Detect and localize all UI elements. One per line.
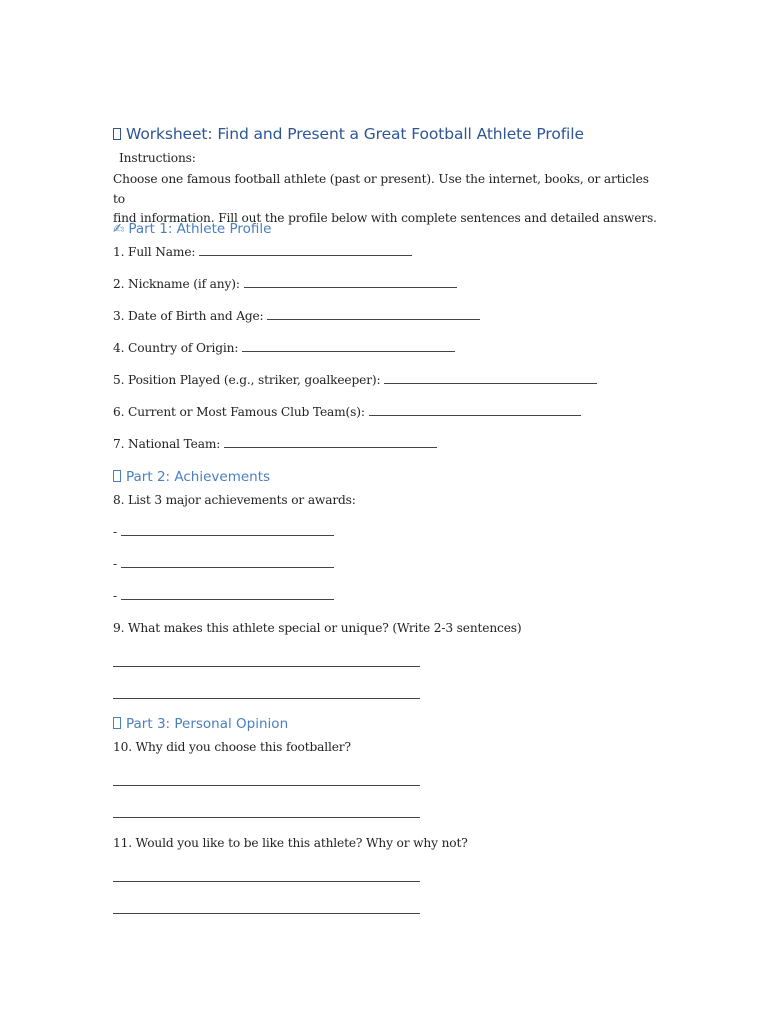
question-9: 9. What makes this athlete special or unique? (Write 2-3 sentences) <box>113 621 522 635</box>
part-2-heading <box>113 469 270 485</box>
worksheet-title-text: Worksheet: Find and Present a Great Football Athlete Profile <box>126 125 584 143</box>
part-1-heading <box>113 221 271 237</box>
missing-glyph-icon <box>113 128 121 140</box>
missing-glyph-icon <box>113 717 121 729</box>
bullet-dash: - <box>113 557 117 571</box>
date-of-birth-answer-line[interactable] <box>267 309 480 320</box>
part-3-heading <box>113 716 288 732</box>
achievement-3 <box>113 589 334 603</box>
bullet-dash: - <box>113 525 117 539</box>
question-9-answer-line-2[interactable] <box>113 698 420 699</box>
pencil-icon: ✍ <box>113 221 125 237</box>
question-11-answer-line-1[interactable] <box>113 881 420 882</box>
bullet-dash: - <box>113 589 117 603</box>
question-8: 8. List 3 major achievements or awards: <box>113 493 356 507</box>
achievement-1 <box>113 525 334 539</box>
worksheet-title <box>113 125 584 143</box>
instructions-line-1: Choose one famous football athlete (past or present). Use the internet, books, or articles to <box>113 172 649 206</box>
question-6-label: 6. Current or Most Famous Club Team(s): <box>113 405 365 419</box>
full-name-answer-line[interactable] <box>199 245 412 256</box>
national-team-answer-line[interactable] <box>224 437 437 448</box>
part-1-heading-text: Part 1: Athlete Profile <box>128 221 272 237</box>
question-2-label: 2. Nickname (if any): <box>113 277 240 291</box>
question-9-answer-line-1[interactable] <box>113 666 420 667</box>
instructions-line-2: find information. Fill out the profile below with complete sentences and detailed answers. <box>113 211 657 225</box>
question-10-answer-line-1[interactable] <box>113 785 420 786</box>
question-11: 11. Would you like to be like this athlete? Why or why not? <box>113 836 468 850</box>
achievement-2 <box>113 557 334 571</box>
question-7 <box>113 437 437 451</box>
question-2 <box>113 277 457 291</box>
question-4-label: 4. Country of Origin: <box>113 341 239 355</box>
position-answer-line[interactable] <box>384 373 597 384</box>
part-3-heading-text: Part 3: Personal Opinion <box>126 716 289 732</box>
question-3-label: 3. Date of Birth and Age: <box>113 309 264 323</box>
question-1-label: 1. Full Name: <box>113 245 196 259</box>
part-2-heading-text: Part 2: Achievements <box>126 469 271 485</box>
question-5-label: 5. Position Played (e.g., striker, goalkeeper): <box>113 373 381 387</box>
missing-glyph-icon <box>113 470 121 482</box>
achievement-3-answer-line[interactable] <box>121 589 334 600</box>
question-7-label: 7. National Team: <box>113 437 221 451</box>
question-3 <box>113 309 480 323</box>
club-team-answer-line[interactable] <box>369 405 581 416</box>
achievement-2-answer-line[interactable] <box>121 557 334 568</box>
question-1 <box>113 245 412 259</box>
instructions-label: Instructions: <box>119 151 196 165</box>
achievement-1-answer-line[interactable] <box>121 525 334 536</box>
question-11-answer-line-2[interactable] <box>113 913 420 914</box>
nickname-answer-line[interactable] <box>244 277 457 288</box>
question-10: 10. Why did you choose this footballer? <box>113 740 351 754</box>
question-10-answer-line-2[interactable] <box>113 817 420 818</box>
instructions-text <box>113 170 658 229</box>
question-4 <box>113 341 455 355</box>
country-answer-line[interactable] <box>242 341 455 352</box>
question-6 <box>113 405 581 419</box>
question-5 <box>113 373 597 387</box>
